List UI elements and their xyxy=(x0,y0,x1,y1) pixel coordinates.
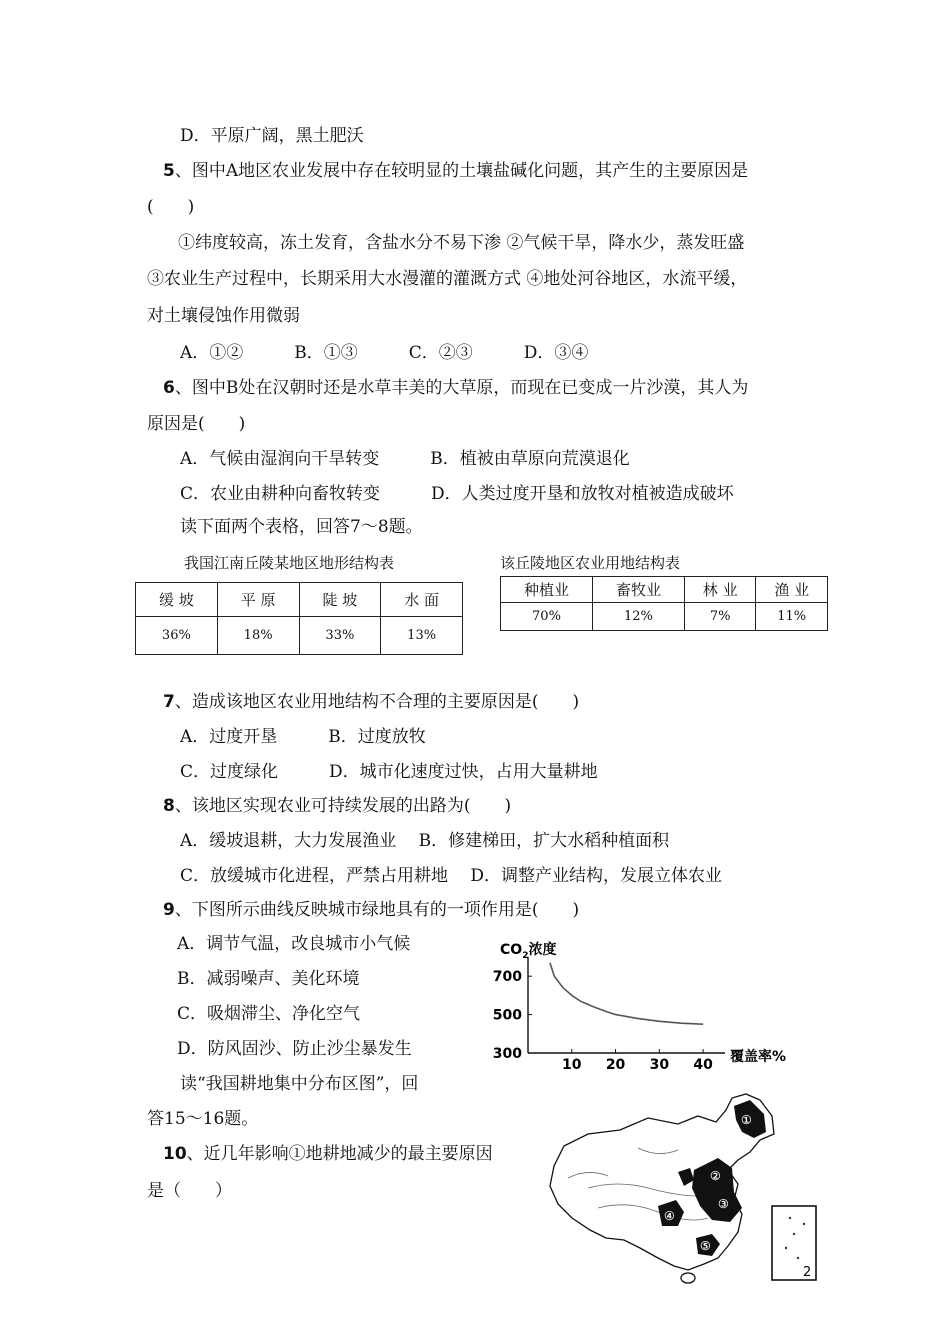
land-use-structure-table xyxy=(500,576,828,631)
q6-number: 6 xyxy=(163,378,175,398)
map-marker-4: ④ xyxy=(664,1209,675,1223)
q4-option-d: D．平原广阔，黑土肥沃 xyxy=(180,126,364,146)
table2-value-cell: 7% xyxy=(684,603,756,631)
table1-header-cell: 平 原 xyxy=(217,583,299,617)
q7-options-row1: A．过度开垦 B．过度放牧 xyxy=(180,727,426,747)
table1-value-cell: 13% xyxy=(381,617,463,655)
co2-coverage-chart xyxy=(480,935,800,1075)
q9-number: 9 xyxy=(163,900,175,920)
q9-option-a: A．调节气温，改良城市小气候 xyxy=(177,934,411,954)
q5-stem-line1 xyxy=(163,160,748,182)
q5-options: A．①② B．①③ C．②③ D．③④ xyxy=(180,343,589,363)
q5-statement-line2: ③农业生产过程中，长期采用大水漫灌的灌溉方式 ④地处河谷地区，水流平缓， xyxy=(147,269,748,289)
table2-value-cell: 12% xyxy=(592,603,684,631)
q5-text: 、图中A地区农业发展中存在较明显的土壤盐碱化问题，其产生的主要原因是 xyxy=(174,161,749,181)
q6-stem-line2: 原因是( ) xyxy=(147,414,246,434)
q5-stem-line2: ( ) xyxy=(147,197,195,217)
farmland-region-west xyxy=(678,1168,694,1186)
table2-value-cell: 70% xyxy=(501,603,593,631)
q10-stem-line2: 是（ ） xyxy=(147,1181,232,1201)
q8-stem xyxy=(163,795,511,817)
q7-text: 、造成该地区农业用地结构不合理的主要原因是( ) xyxy=(174,692,580,712)
intro-q15-16-line1: 读“我国耕地集中分布区图”，回 xyxy=(180,1074,419,1094)
chart-y-axis-label: $CO_2$浓度 xyxy=(500,942,557,961)
co2-curve-line xyxy=(550,963,703,1024)
table1-header-cell: 缓 坡 xyxy=(136,583,218,617)
q6-text: 、图中B处在汉朝时还是水草丰美的大草原，而现在已变成一片沙漠，其人为 xyxy=(174,378,749,398)
q9-option-d: D．防风固沙、防止沙尘暴发生 xyxy=(177,1039,412,1059)
q5-number: 5 xyxy=(163,161,175,181)
terrain-structure-table xyxy=(135,582,463,655)
q6-options-row2: C．农业由耕种向畜牧转变 D．人类过度开垦和放牧对植被造成破坏 xyxy=(180,484,734,504)
q10-stem-line1 xyxy=(163,1143,493,1165)
q7-options-row2: C．过度绿化 D．城市化速度过快，占用大量耕地 xyxy=(180,762,598,782)
chart-y-tick-label: 300 xyxy=(492,1046,522,1062)
chart-x-axis-label: 覆盖率% xyxy=(730,1049,787,1065)
table1-value-cell: 36% xyxy=(136,617,218,655)
q7-stem xyxy=(163,691,579,713)
q5-statement-line1: ①纬度较高，冻土发育，含盐水分不易下渗 ②气候干旱，降水少，蒸发旺盛 xyxy=(178,233,745,253)
q8-number: 8 xyxy=(163,796,175,816)
q8-options-row1: A．缓坡退耕，大力发展渔业 B．修建梯田，扩大水稻种植面积 xyxy=(180,831,670,851)
map-marker-5: ⑤ xyxy=(700,1239,711,1253)
q8-text: 、该地区实现农业可持续发展的出路为( ) xyxy=(174,796,512,816)
q9-text: 、下图所示曲线反映城市绿地具有的一项作用是( ) xyxy=(174,900,580,920)
q9-option-b: B．减弱噪声、美化环境 xyxy=(177,969,360,989)
table2-caption: 该丘陵地区农业用地结构表 xyxy=(500,554,681,572)
table1-header-cell: 水 面 xyxy=(381,583,463,617)
table2-header-cell: 渔 业 xyxy=(756,577,828,603)
farmland-region-2-3 xyxy=(692,1158,742,1222)
intro-q7-8: 读下面两个表格，回答7～8题。 xyxy=(180,517,423,537)
table2-header-cell: 林 业 xyxy=(684,577,756,603)
q5-statement-line3: 对土壤侵蚀作用微弱 xyxy=(147,306,300,326)
chart-x-tick-label: 40 xyxy=(693,1057,713,1073)
intro-q15-16-line2: 答15～16题。 xyxy=(147,1109,259,1129)
map-marker-1: ① xyxy=(741,1113,752,1127)
q10-text: 、近几年影响①地耕地减少的最主要原因 xyxy=(186,1144,493,1164)
chart-x-tick-label: 30 xyxy=(649,1057,670,1073)
map-marker-2: ② xyxy=(710,1169,721,1183)
q6-stem-line1 xyxy=(163,377,748,399)
chart-y-tick-label: 700 xyxy=(492,969,522,986)
q6-options-row1: A．气候由湿润向干旱转变 B．植被由草原向荒漠退化 xyxy=(180,449,630,469)
inset-label: 2 xyxy=(803,1265,812,1280)
chart-y-tick-label: 500 xyxy=(492,1007,522,1024)
q8-options-row2: C．放缓城市化进程，严禁占用耕地 D．调整产业结构，发展立体农业 xyxy=(180,866,723,886)
table1-value-cell: 18% xyxy=(217,617,299,655)
q9-stem xyxy=(163,899,579,921)
table1-caption: 我国江南丘陵某地区地形结构表 xyxy=(184,554,395,572)
chart-x-tick-label: 10 xyxy=(562,1057,582,1073)
q7-number: 7 xyxy=(163,692,175,712)
chart-x-tick-label: 20 xyxy=(605,1057,626,1073)
table1-header-cell: 陡 坡 xyxy=(299,583,381,617)
table2-header-cell: 种植业 xyxy=(501,577,593,603)
q10-number: 10 xyxy=(163,1144,187,1164)
farmland-distribution-map xyxy=(528,1088,828,1288)
table2-header-cell: 畜牧业 xyxy=(592,577,684,603)
map-marker-3: ③ xyxy=(718,1197,729,1211)
q9-option-c: C．吸烟滞尘、净化空气 xyxy=(177,1004,361,1024)
table1-value-cell: 33% xyxy=(299,617,381,655)
table2-value-cell: 11% xyxy=(756,603,828,631)
